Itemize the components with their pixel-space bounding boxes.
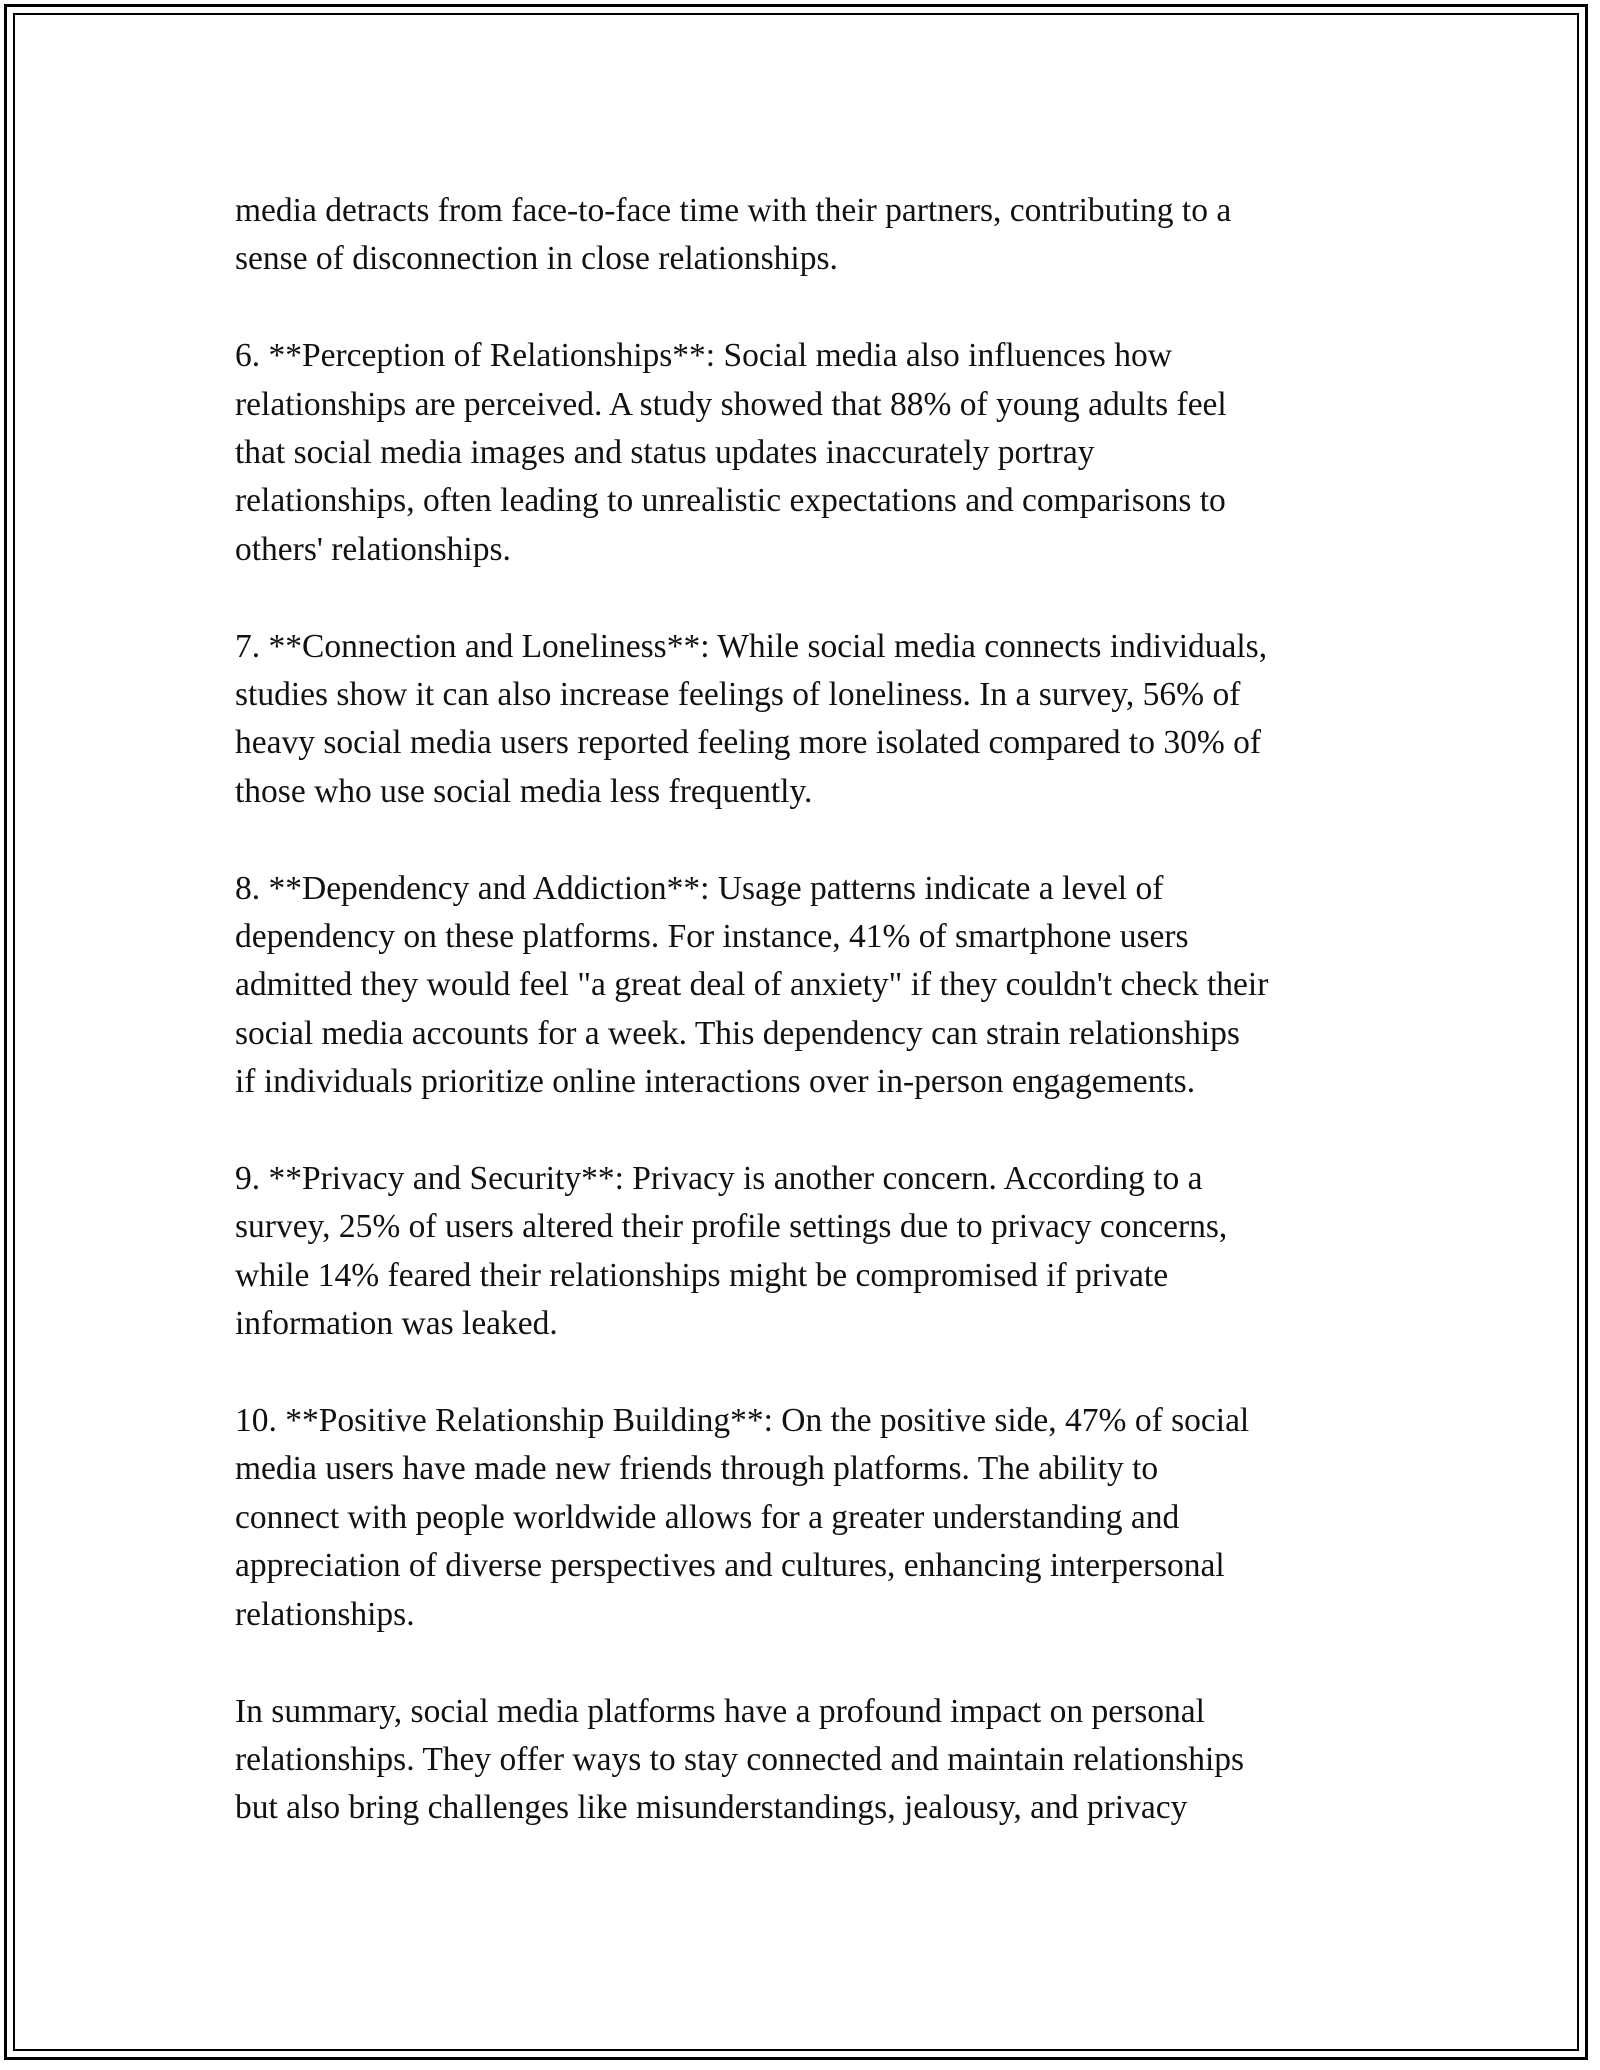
text-line: In summary, social media platforms have a profound impact on personal: [235, 1692, 1205, 1730]
text-line: that social media images and status updates inaccurately portray: [235, 434, 1095, 472]
text-line: heavy social media users reported feeling more isolated compared to 30% of: [235, 724, 1262, 762]
text-line: those who use social media less frequently.: [235, 772, 813, 810]
document-body: [235, 187, 1375, 1881]
paragraph-summary: [235, 1688, 1375, 1833]
paragraph-privacy-and-security: [235, 1155, 1375, 1349]
text-line: others' relationships.: [235, 530, 511, 568]
text-line: if individuals prioritize online interactions over in-person engagements.: [235, 1063, 1196, 1101]
text-line: relationships.: [235, 1595, 415, 1633]
paragraph-connection-and-loneliness: [235, 623, 1375, 817]
text-line: survey, 25% of users altered their profile settings due to privacy concerns,: [235, 1208, 1228, 1246]
text-line: 7. **Connection and Loneliness**: While social media connects individuals,: [235, 627, 1268, 665]
text-line: connect with people worldwide allows for a greater understanding and: [235, 1498, 1180, 1536]
text-line: dependency on these platforms. For instance, 41% of smartphone users: [235, 918, 1189, 956]
text-line: media users have made new friends through platforms. The ability to: [235, 1450, 1159, 1488]
text-line: information was leaked.: [235, 1305, 558, 1343]
text-line: social media accounts for a week. This dependency can strain relationships: [235, 1014, 1240, 1052]
text-line: admitted they would feel "a great deal of anxiety" if they couldn't check their: [235, 966, 1269, 1004]
text-line: 8. **Dependency and Addiction**: Usage patterns indicate a level of: [235, 869, 1164, 907]
text-line: relationships, often leading to unrealistic expectations and comparisons to: [235, 482, 1226, 520]
text-line: media detracts from face-to-face time with their partners, contributing to a: [235, 192, 1232, 229]
text-line: but also bring challenges like misunderstandings, jealousy, and privacy: [235, 1789, 1188, 1827]
text-line: appreciation of diverse perspectives and cultures, enhancing interpersonal: [235, 1547, 1225, 1585]
paragraph-positive-relationship-building: [235, 1397, 1375, 1639]
text-line: 10. **Positive Relationship Building**: On the positive side, 47% of social: [235, 1402, 1250, 1440]
text-line: while 14% feared their relationships might be compromised if private: [235, 1256, 1169, 1294]
text-line: sense of disconnection in close relationships.: [235, 240, 838, 278]
text-line: 6. **Perception of Relationships**: Social media also influences how: [235, 337, 1172, 375]
paragraph-perception-of-relationships: [235, 332, 1375, 574]
text-line: studies show it can also increase feelings of loneliness. In a survey, 56% of: [235, 676, 1241, 714]
text-line: relationships are perceived. A study showed that 88% of young adults feel: [235, 385, 1227, 423]
paragraph-continuation: [235, 187, 1375, 284]
paragraph-dependency-and-addiction: [235, 865, 1375, 1107]
text-line: relationships. They offer ways to stay connected and maintain relationships: [235, 1740, 1245, 1778]
text-line: 9. **Privacy and Security**: Privacy is another concern. According to a: [235, 1160, 1203, 1198]
